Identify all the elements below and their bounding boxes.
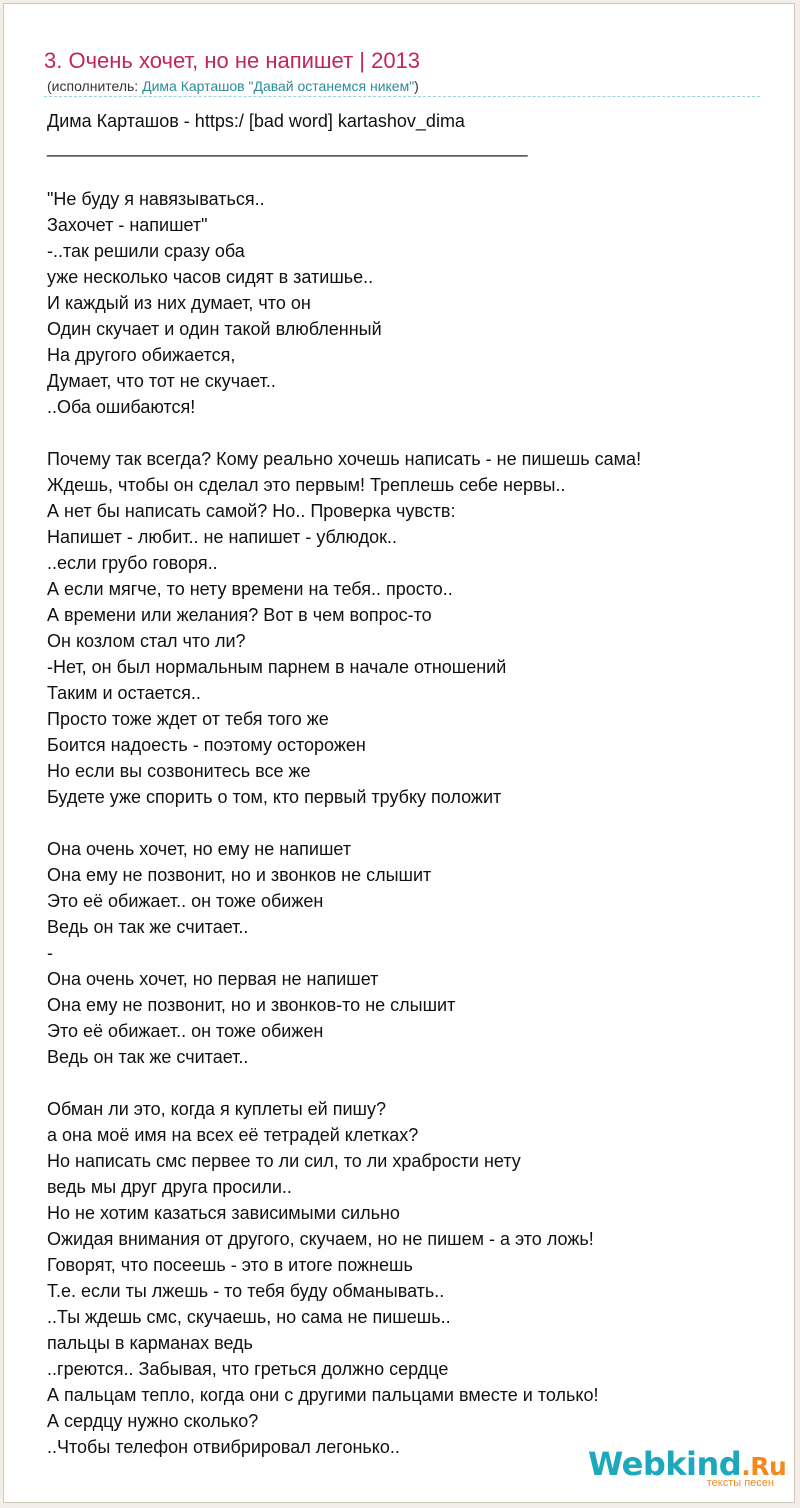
- lyric-line: На другого обижается,: [47, 345, 236, 365]
- song-title: 3. Очень хочет, но не напишет | 2013: [44, 48, 421, 73]
- lyric-line: Это её обижает.. он тоже обижен: [47, 1021, 324, 1041]
- lyric-line: ________________________________________________: [47, 137, 528, 157]
- title-divider: [44, 96, 760, 97]
- webkind-logo[interactable]: [588, 1445, 787, 1492]
- logo-brand: Webkind: [588, 1445, 742, 1483]
- lyric-line: -: [47, 943, 53, 963]
- lyric-line: Но если вы созвонитесь все же: [47, 761, 311, 781]
- lyric-line: [47, 420, 767, 446]
- lyric-line: Почему так всегда? Кому реально хочешь написать - не пишешь сама!: [47, 449, 642, 469]
- lyric-line: Она ему не позвонит, но и звонков-то не слышит: [47, 995, 456, 1015]
- lyric-line: ..Ты ждешь смс, скучаешь, но сама не пишешь..: [47, 1307, 451, 1327]
- artist-suffix: ): [414, 78, 419, 94]
- lyric-line: пальцы в карманах ведь: [47, 1333, 253, 1353]
- lyric-line: А нет бы написать самой? Но.. Проверка чувств:: [47, 501, 456, 521]
- lyric-line: ..если грубо говоря..: [47, 553, 218, 573]
- lyric-line: И каждый из них думает, что он: [47, 293, 311, 313]
- lyric-line: Будете уже спорить о том, кто первый трубку положит: [47, 787, 502, 807]
- lyric-line: Он козлом стал что ли?: [47, 631, 246, 651]
- lyric-line: Но написать смс первее то ли сил, то ли храбрости нету: [47, 1151, 521, 1171]
- logo-tld: .Ru: [741, 1452, 787, 1481]
- lyric-line: Обман ли это, когда я куплеты ей пишу?: [47, 1099, 386, 1119]
- artist-prefix: (исполнитель:: [47, 78, 143, 94]
- lyric-line: Напишет - любит.. не напишет - ублюдок..: [47, 527, 398, 547]
- lyric-line: "Не буду я навязываться..: [47, 189, 265, 209]
- lyric-line: уже несколько часов сидят в затишье..: [47, 267, 374, 287]
- lyric-line: ведь мы друг друга просили..: [47, 1177, 292, 1197]
- lyric-line: ..Чтобы телефон отвибрировал легонько..: [47, 1437, 400, 1457]
- lyric-line: -..так решили сразу оба: [47, 241, 245, 261]
- lyric-line: Ждешь, чтобы он сделал это первым! Треплешь себе нервы..: [47, 475, 566, 495]
- lyric-line: Таким и остается..: [47, 683, 201, 703]
- lyric-line: Боится надоесть - поэтому осторожен: [47, 735, 366, 755]
- lyric-line: Ведь он так же считает..: [47, 1047, 249, 1067]
- lyric-line: [47, 1070, 767, 1096]
- lyric-line: ..Оба ошибаются!: [47, 397, 196, 417]
- lyric-line: Она очень хочет, но ему не напишет: [47, 839, 352, 859]
- artist-line: [47, 77, 419, 95]
- lyric-line: Один скучает и один такой влюбленный: [47, 319, 382, 339]
- lyric-line: Дима Карташов - https:/ [bad word] kartashov_dima: [47, 111, 465, 131]
- lyric-line: Захочет - напишет": [47, 215, 208, 235]
- lyric-line: А времени или желания? Вот в чем вопрос-то: [47, 605, 432, 625]
- lyric-line: -Нет, он был нормальным парнем в начале отношений: [47, 657, 507, 677]
- lyric-line: Но не хотим казаться зависимыми сильно: [47, 1203, 400, 1223]
- lyric-line: [47, 160, 767, 186]
- lyric-line: А если мягче, то нету времени на тебя.. просто..: [47, 579, 453, 599]
- lyric-line: Она ему не позвонит, но и звонков не слышит: [47, 865, 432, 885]
- lyric-line: ..греются.. Забывая, что греться должно сердце: [47, 1359, 449, 1379]
- lyric-line: [47, 810, 767, 836]
- lyric-line: Ожидая внимания от другого, скучаем, но не пишем - а это ложь!: [47, 1229, 594, 1249]
- lyrics-card: [3, 3, 795, 1503]
- lyric-line: Это её обижает.. он тоже обижен: [47, 891, 324, 911]
- lyric-line: Она очень хочет, но первая не напишет: [47, 969, 379, 989]
- lyric-line: Т.е. если ты лжешь - то тебя буду обманывать..: [47, 1281, 445, 1301]
- artist-album-link[interactable]: Дима Карташов "Давай останемся никем": [142, 78, 415, 94]
- logo-tagline: тексты песен: [706, 1477, 774, 1489]
- lyrics-text: [47, 108, 767, 1460]
- lyric-line: Просто тоже ждет от тебя того же: [47, 709, 329, 729]
- lyric-line: Думает, что тот не скучает..: [47, 371, 276, 391]
- lyric-line: А пальцам тепло, когда они с другими пальцами вместе и только!: [47, 1385, 599, 1405]
- lyric-line: Говорят, что посеешь - это в итоге пожнешь: [47, 1255, 413, 1275]
- lyric-line: А сердцу нужно сколько?: [47, 1411, 259, 1431]
- lyric-line: Ведь он так же считает..: [47, 917, 249, 937]
- lyric-line: а она моё имя на всех её тетрадей клетках?: [47, 1125, 419, 1145]
